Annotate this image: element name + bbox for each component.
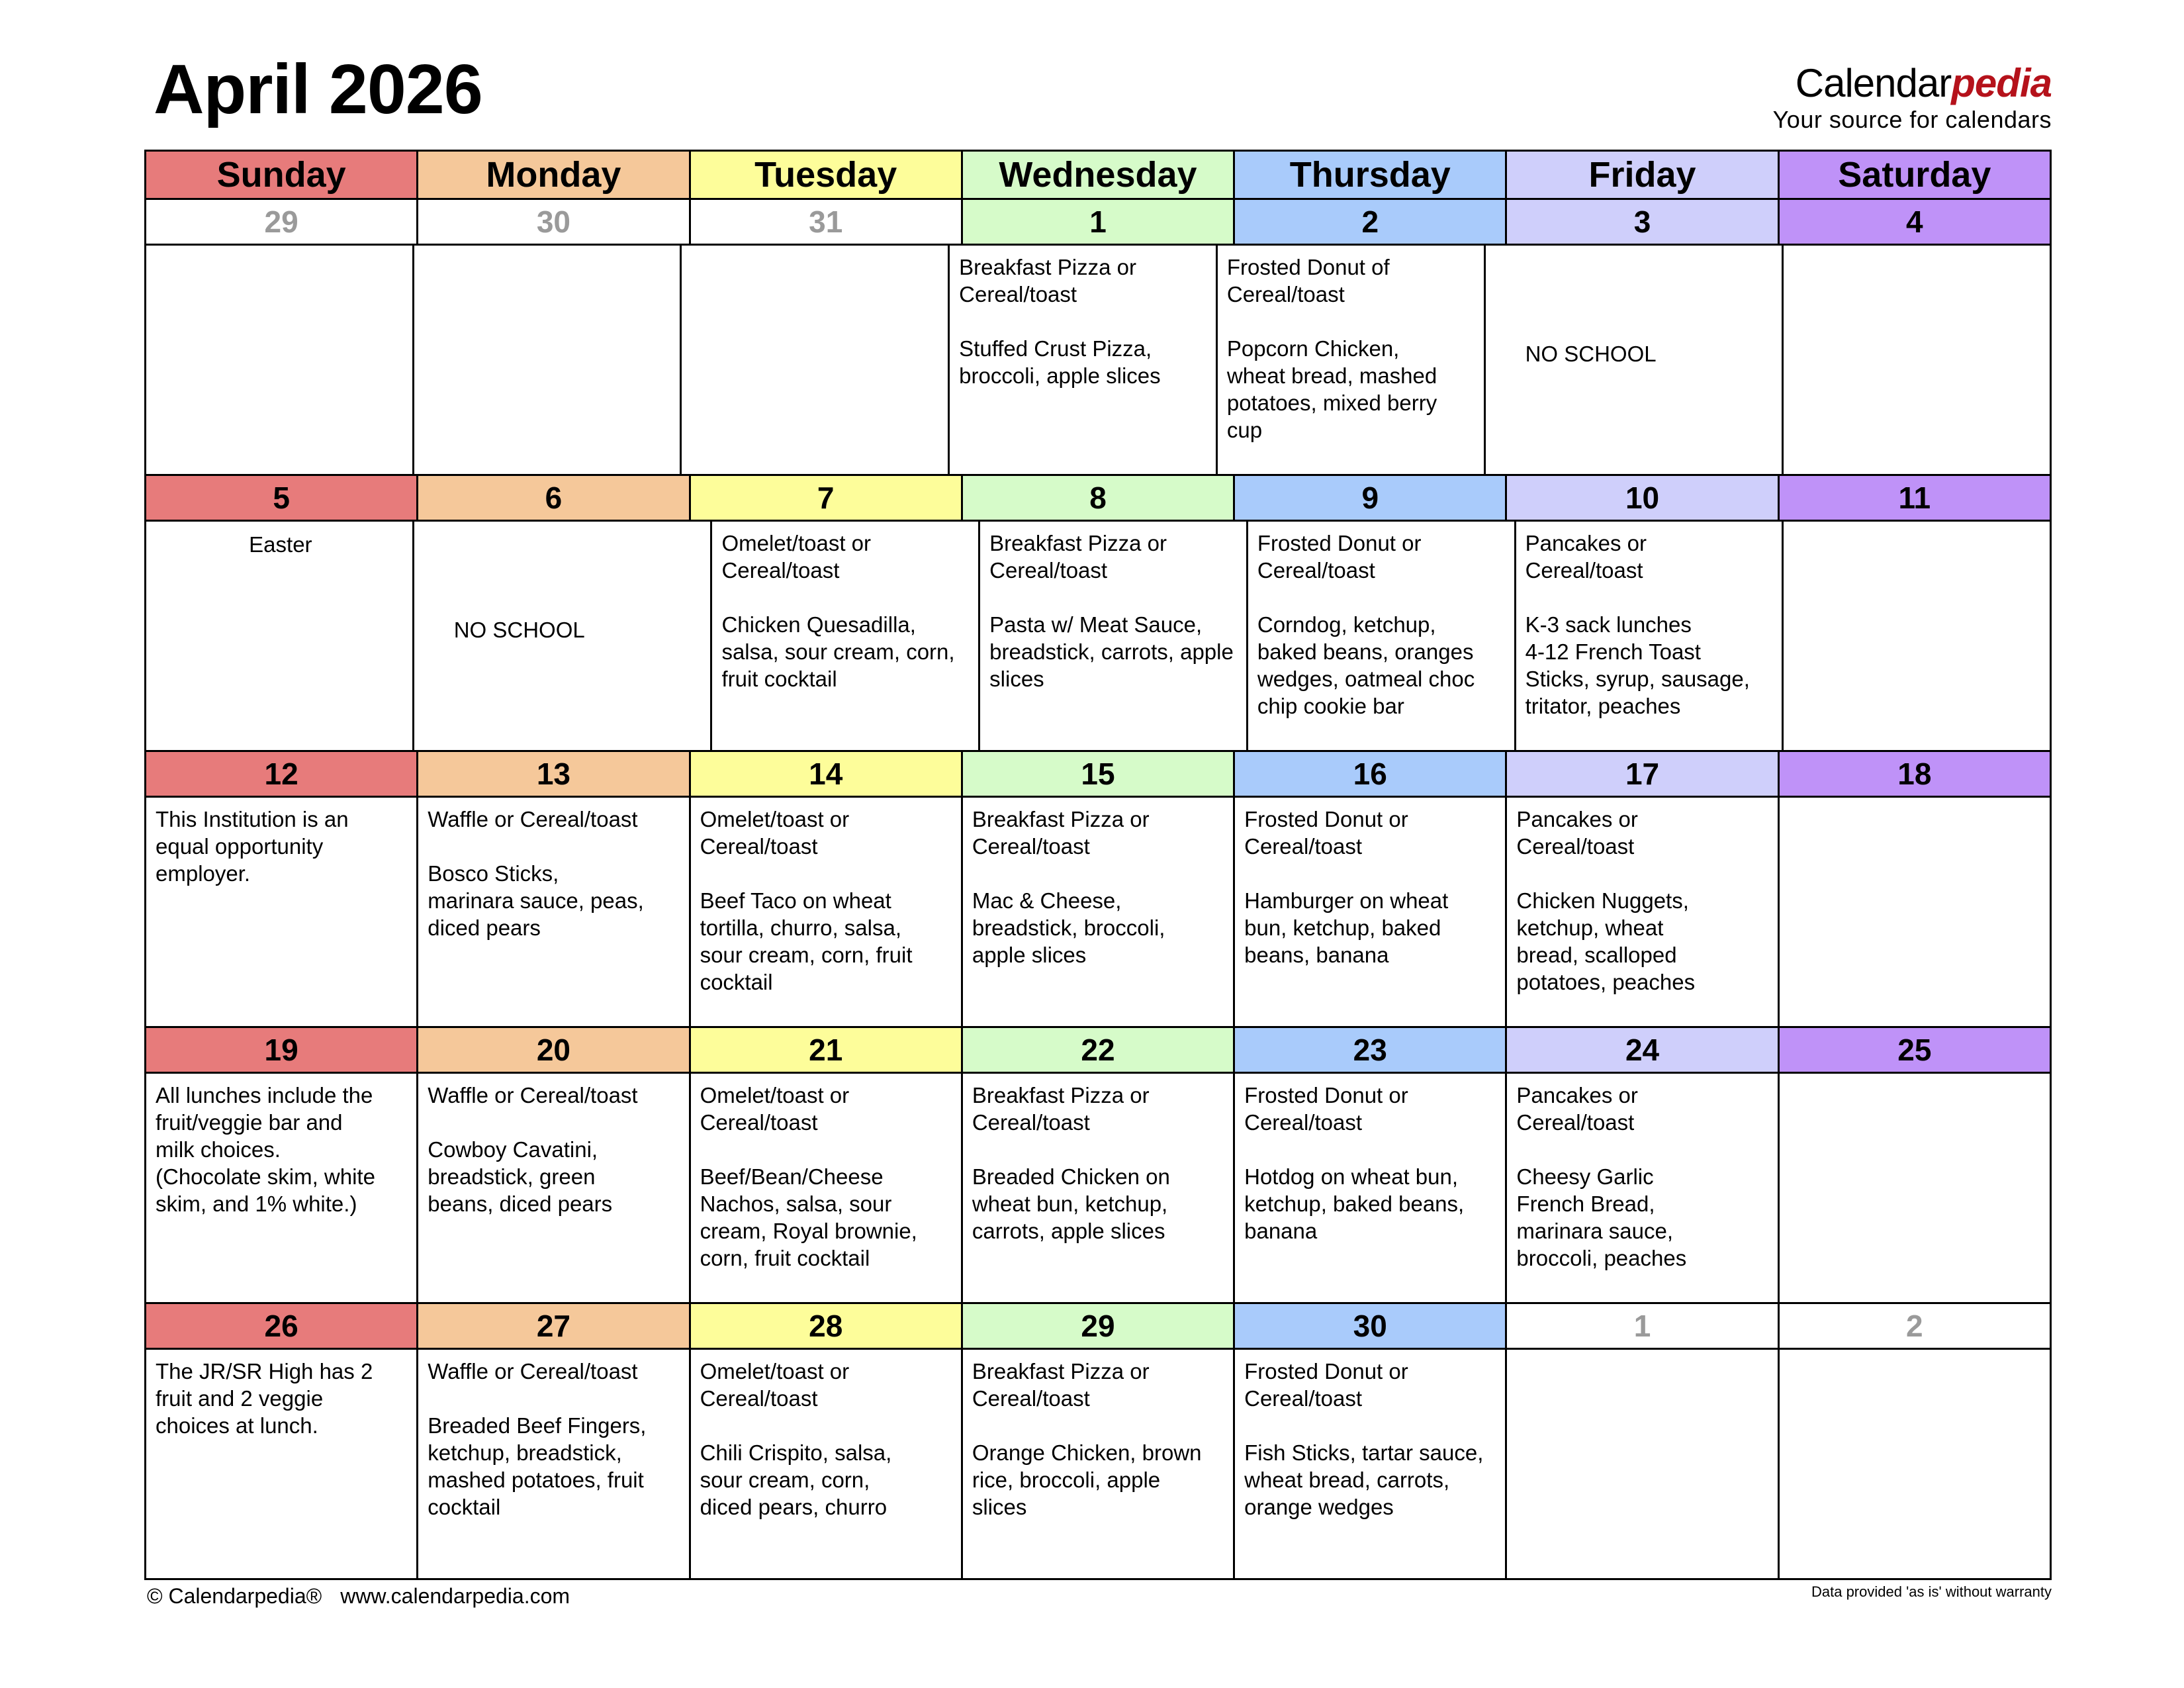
day-number: 18 — [1780, 752, 2050, 796]
website-link[interactable]: www.calendarpedia.com — [340, 1584, 570, 1608]
day-menu-text — [414, 246, 682, 474]
day-menu-text: NO SCHOOL — [414, 522, 713, 750]
day-menu-text: The JR/SR High has 2 fruit and 2 veggie choices at lunch. — [146, 1350, 418, 1578]
day-menu-text: All lunches include the fruit/veggie bar and milk choices. (Chocolate skim, white skim, and 1% white.) — [146, 1074, 418, 1302]
day-menu-text — [1507, 1350, 1779, 1578]
day-number: 13 — [418, 752, 690, 796]
day-number: 25 — [1780, 1028, 2050, 1072]
day-menu-text: Breakfast Pizza or Cereal/toast Breaded Chicken on wheat bun, ketchup, carrots, apple slices — [963, 1074, 1235, 1302]
day-menu-text — [1780, 1350, 2050, 1578]
content-row — [146, 1350, 2050, 1578]
day-number: 31 — [691, 200, 963, 244]
day-number: 28 — [691, 1304, 963, 1348]
day-number: 24 — [1507, 1028, 1779, 1072]
day-menu-text: Frosted Donut or Cereal/toast Hotdog on wheat bun, ketchup, baked beans, banana — [1235, 1074, 1507, 1302]
weekday-header-thursday: Thursday — [1235, 152, 1507, 198]
day-menu-text: Omelet/toast or Cereal/toast Chili Crispito, salsa, sour cream, corn, diced pears, churro — [691, 1350, 963, 1578]
day-menu-text: Breakfast Pizza or Cereal/toast Pasta w/ Meat Sauce, breadstick, carrots, apple slices — [980, 522, 1248, 750]
day-number: 21 — [691, 1028, 963, 1072]
weekday-header-row — [146, 152, 2050, 200]
day-menu-text: Omelet/toast or Cereal/toast Chicken Quesadilla, salsa, sour cream, corn, fruit cocktail — [712, 522, 980, 750]
day-number: 29 — [963, 1304, 1235, 1348]
day-number: 10 — [1507, 476, 1779, 520]
day-number: 30 — [418, 200, 690, 244]
calendar-grid — [144, 150, 2052, 1580]
day-menu-text — [1784, 246, 2050, 474]
date-row — [146, 752, 2050, 798]
day-menu-text: Waffle or Cereal/toast Cowboy Cavatini, breadstick, green beans, diced pears — [418, 1074, 690, 1302]
day-number: 15 — [963, 752, 1235, 796]
brand-tagline: Your source for calendars — [1772, 106, 2052, 133]
day-menu-text: Pancakes or Cereal/toast Chicken Nuggets, ketchup, wheat bread, scalloped potatoes, peaches — [1507, 798, 1779, 1026]
day-menu-text: Breakfast Pizza or Cereal/toast Mac & Cheese, breadstick, broccoli, apple slices — [963, 798, 1235, 1026]
day-number: 4 — [1780, 200, 2050, 244]
day-number: 23 — [1235, 1028, 1507, 1072]
day-number: 3 — [1507, 200, 1779, 244]
day-number: 14 — [691, 752, 963, 796]
weekday-header-wednesday: Wednesday — [963, 152, 1235, 198]
day-menu-text — [682, 246, 950, 474]
brand-logo[interactable] — [1772, 61, 2052, 134]
day-menu-text: Frosted Donut or Cereal/toast Fish Sticks, tartar sauce, wheat bread, carrots, orange wedges — [1235, 1350, 1507, 1578]
day-menu-text: Breakfast Pizza or Cereal/toast Stuffed Crust Pizza, broccoli, apple slices — [950, 246, 1218, 474]
day-menu-text: Omelet/toast or Cereal/toast Beef/Bean/Cheese Nachos, salsa, sour cream, Royal brownie, corn, fruit cocktail — [691, 1074, 963, 1302]
day-number: 7 — [691, 476, 963, 520]
day-number: 30 — [1235, 1304, 1507, 1348]
day-number: 20 — [418, 1028, 690, 1072]
day-menu-text — [1780, 798, 2050, 1026]
footer-left — [147, 1584, 588, 1609]
disclaimer-text: Data provided 'as is' without warranty — [1811, 1583, 2052, 1600]
logo-main: Calendar — [1795, 61, 1952, 105]
day-number: 17 — [1507, 752, 1779, 796]
date-row — [146, 476, 2050, 522]
content-row — [146, 246, 2050, 474]
day-menu-text: This Institution is an equal opportunity employer. — [146, 798, 418, 1026]
calendar-week — [146, 752, 2050, 1028]
day-number: 29 — [146, 200, 418, 244]
day-number: 9 — [1235, 476, 1507, 520]
weekday-header-sunday: Sunday — [146, 152, 418, 198]
day-menu-text — [1784, 522, 2050, 750]
weekday-header-friday: Friday — [1507, 152, 1779, 198]
day-number: 2 — [1235, 200, 1507, 244]
day-number: 12 — [146, 752, 418, 796]
day-number: 2 — [1780, 1304, 2050, 1348]
content-row — [146, 1074, 2050, 1302]
day-number: 27 — [418, 1304, 690, 1348]
calendar-week — [146, 200, 2050, 476]
day-number: 1 — [1507, 1304, 1779, 1348]
weekday-header-monday: Monday — [418, 152, 690, 198]
calendar-week — [146, 1304, 2050, 1578]
day-menu-text: Frosted Donut or Cereal/toast Corndog, ketchup, baked beans, oranges wedges, oatmeal choc chip cookie bar — [1248, 522, 1516, 750]
logo-accent: pedia — [1951, 61, 2052, 105]
copyright-text: © Calendarpedia® — [147, 1584, 322, 1608]
day-number: 19 — [146, 1028, 418, 1072]
day-menu-text: Pancakes or Cereal/toast K-3 sack lunches 4-12 French Toast Sticks, syrup, sausage, tritator, peaches — [1516, 522, 1784, 750]
weekday-header-tuesday: Tuesday — [691, 152, 963, 198]
day-menu-text — [1780, 1074, 2050, 1302]
date-row — [146, 200, 2050, 246]
day-number: 5 — [146, 476, 418, 520]
day-number: 22 — [963, 1028, 1235, 1072]
weekday-header-saturday: Saturday — [1780, 152, 2050, 198]
day-menu-text: Breakfast Pizza or Cereal/toast Orange Chicken, brown rice, broccoli, apple slices — [963, 1350, 1235, 1578]
brand-logo-text — [1773, 61, 2052, 105]
day-number: 16 — [1235, 752, 1507, 796]
day-number: 6 — [418, 476, 690, 520]
calendar-week — [146, 1028, 2050, 1304]
date-row — [146, 1028, 2050, 1074]
day-menu-text: Easter — [146, 522, 414, 750]
day-number: 1 — [963, 200, 1235, 244]
day-menu-text: Frosted Donut of Cereal/toast Popcorn Chicken, wheat bread, mashed potatoes, mixed berry cup — [1218, 246, 1486, 474]
date-row — [146, 1304, 2050, 1350]
day-number: 26 — [146, 1304, 418, 1348]
day-menu-text: Frosted Donut or Cereal/toast Hamburger on wheat bun, ketchup, baked beans, banana — [1235, 798, 1507, 1026]
day-menu-text — [146, 246, 414, 474]
day-number: 11 — [1780, 476, 2050, 520]
day-number: 8 — [963, 476, 1235, 520]
day-menu-text: Waffle or Cereal/toast Bosco Sticks, marinara sauce, peas, diced pears — [418, 798, 690, 1026]
day-menu-text: NO SCHOOL — [1486, 246, 1784, 474]
day-menu-text: Pancakes or Cereal/toast Cheesy Garlic French Bread, marinara sauce, broccoli, peaches — [1507, 1074, 1779, 1302]
content-row — [146, 522, 2050, 750]
page-title: April 2026 — [154, 50, 482, 128]
day-menu-text: Waffle or Cereal/toast Breaded Beef Fingers, ketchup, breadstick, mashed potatoes, fruit cocktail — [418, 1350, 690, 1578]
calendar-week — [146, 476, 2050, 752]
content-row — [146, 798, 2050, 1026]
day-menu-text: Omelet/toast or Cereal/toast Beef Taco on wheat tortilla, churro, salsa, sour cream, corn, fruit cocktail — [691, 798, 963, 1026]
